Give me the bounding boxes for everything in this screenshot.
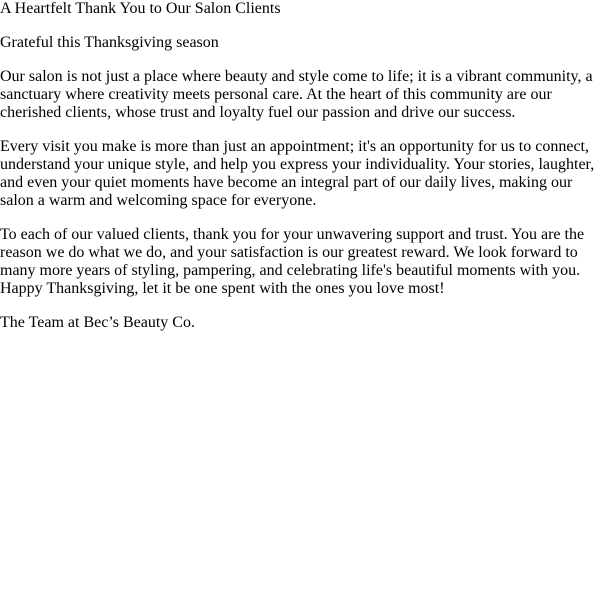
letter-subtitle: Grateful this Thanksgiving season bbox=[0, 34, 219, 51]
letter-paragraph-3: To each of our valued clients, thank you for your unwavering support and trust. You are the reason we do what we do, and your satisfaction is our greatest reward. We look forward to many more years of styling, pampering, and celebrating life's beautiful moments with you. Happy Thanksgiving, let it be one spent with the ones you love most! bbox=[0, 226, 585, 297]
letter-signature: The Team at Bec’s Beauty Co. bbox=[0, 314, 195, 331]
letter-paragraph-1: Our salon is not just a place where beauty and style come to life; it is a vibrant community, a sanctuary where creativity meets personal care. At the heart of this community are our cherished clients, whose trust and loyalty fuel our passion and drive our success. bbox=[0, 68, 593, 121]
letter-title: A Heartfelt Thank You to Our Salon Clients bbox=[0, 0, 281, 17]
letter-paragraph-2: Every visit you make is more than just an appointment; it's an opportunity for us to connect, understand your unique style, and help you express your individuality. Your stories, laughter, and even your quiet moments have become an integral part of our daily lives, making our salon a warm and welcoming space for everyone. bbox=[0, 138, 595, 209]
